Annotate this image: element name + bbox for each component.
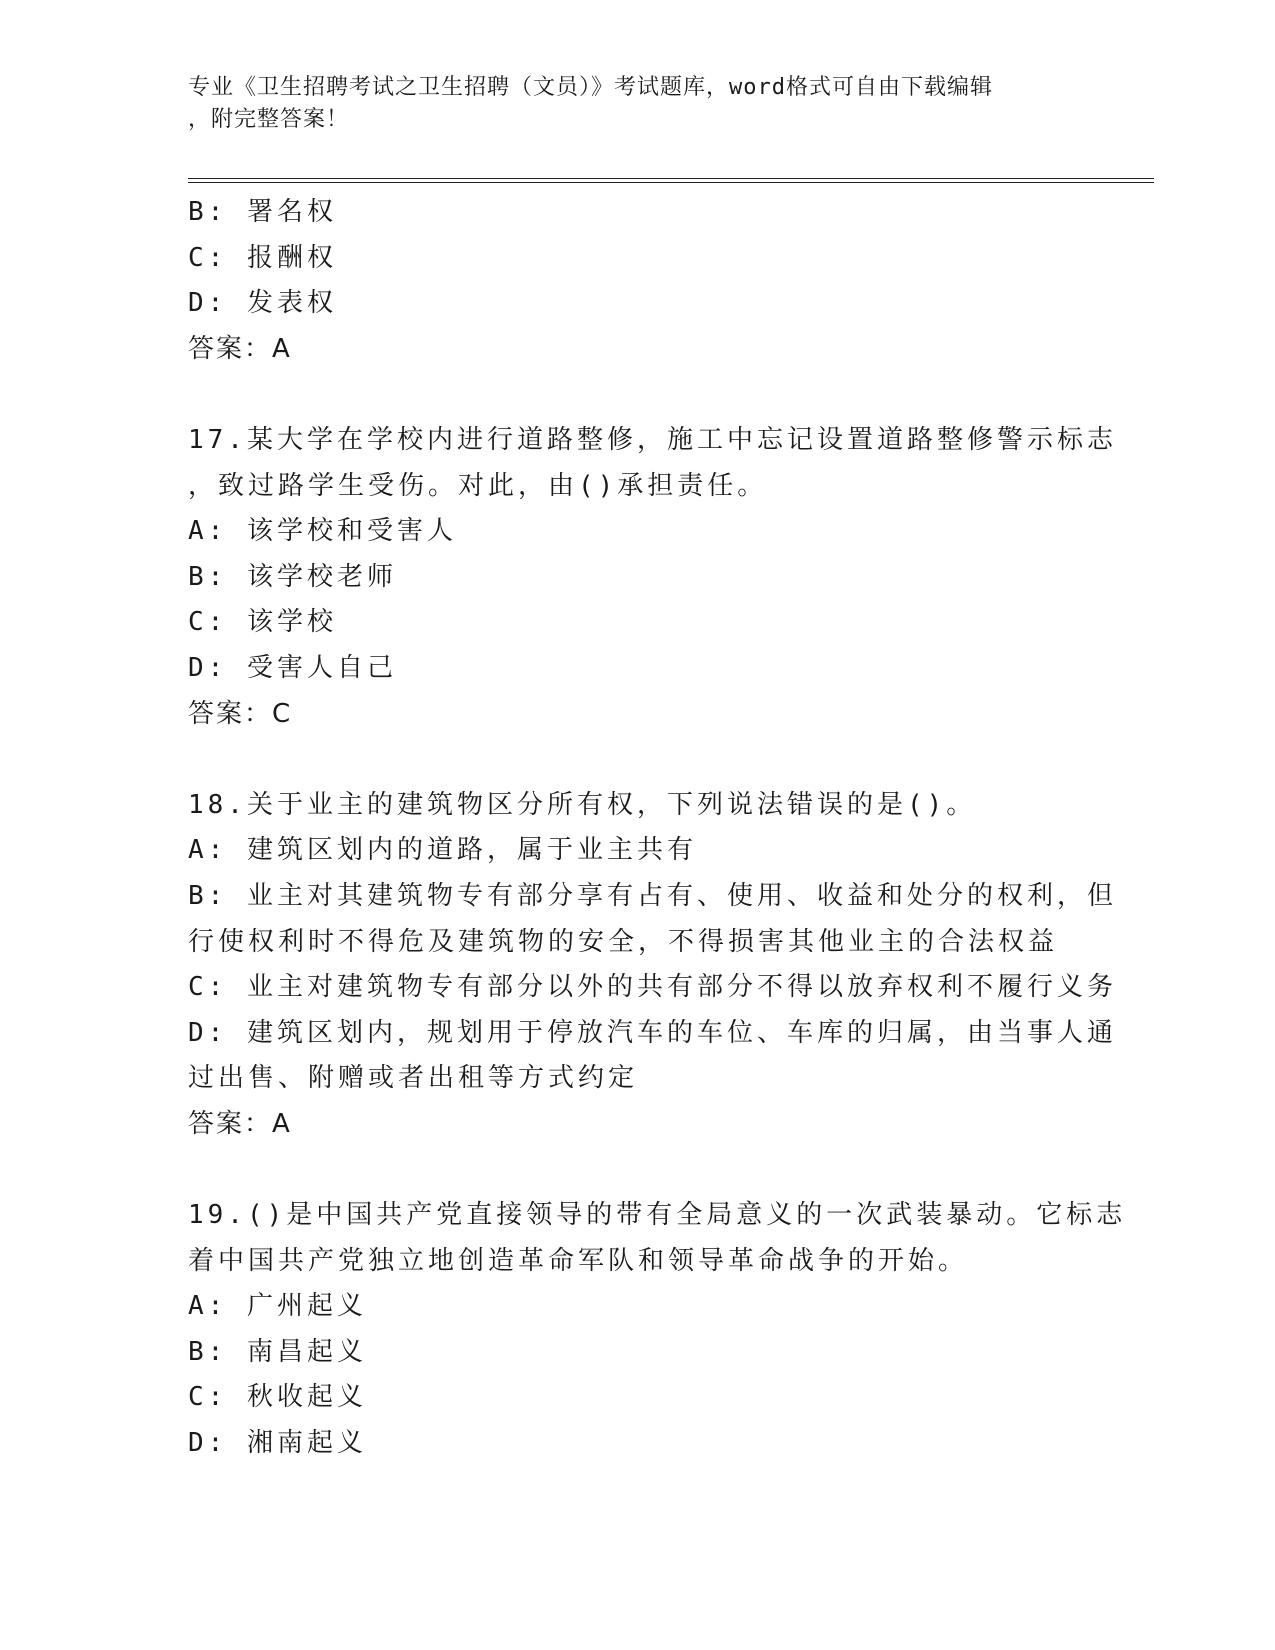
option-c: C: 报酬权 [188,242,337,273]
question-text: 18.关于业主的建筑物区分所有权，下列说法错误的是()。 [188,789,977,820]
question-17 [188,418,1117,737]
question-19 [188,1193,1127,1467]
question-text: 17.某大学在学校内进行道路整修，施工中忘记设置道路整修警示标志 [188,424,1117,455]
question-content [188,190,1127,1467]
question-text: 着中国共产党独立地创造革命军队和领导革命战争的开始。 [188,1245,969,1276]
option-b-continued: 行使权利时不得危及建筑物的安全，不得损害其他业主的合法权益 [188,926,1059,957]
option-c: C: 业主对建筑物专有部分以外的共有部分不得以放弃权利不履行义务 [188,972,1117,1003]
spacer [188,372,1088,418]
header-line-2: ，附完整答案！ [188,107,350,132]
option-d: D: 发表权 [188,288,337,319]
header-line-1: 专业《卫生招聘考试之卫生招聘（文员）》考试题库，word格式可自由下载编辑 [188,75,993,100]
option-b: B: 该学校老师 [188,561,397,592]
spacer [188,737,1088,783]
spacer [188,1147,1088,1193]
question-text: ，致过路学生受伤。对此，由()承担责任。 [188,470,768,501]
option-c: C: 该学校 [188,607,337,638]
option-d: D: 受害人自己 [188,652,397,683]
option-c: C: 秋收起义 [188,1382,367,1413]
option-a: A: 建筑区划内的道路，属于业主共有 [188,835,697,866]
option-d-continued: 过出售、附赠或者出租等方式约定 [188,1063,639,1094]
option-b: B: 南昌起义 [188,1336,367,1367]
question-16-continuation [188,190,1088,372]
answer-line: 答案：A [188,333,292,364]
option-a: A: 广州起义 [188,1291,367,1322]
header-divider-bottom [188,182,1154,183]
option-d: D: 建筑区划内，规划用于停放汽车的车位、车库的归属，由当事人通 [188,1017,1117,1048]
option-d: D: 湘南起义 [188,1428,367,1459]
answer-line: 答案：C [188,698,293,729]
header-divider-top [188,178,1154,179]
option-b: B: 署名权 [188,197,337,227]
question-18 [188,783,1117,1148]
option-b: B: 业主对其建筑物专有部分享有占有、使用、收益和处分的权利，但 [188,880,1117,911]
document-header [188,72,1088,136]
answer-line: 答案：A [188,1108,292,1139]
option-a: A: 该学校和受害人 [188,516,457,547]
question-text: 19.()是中国共产党直接领导的带有全局意义的一次武装暴动。它标志 [188,1200,1127,1231]
